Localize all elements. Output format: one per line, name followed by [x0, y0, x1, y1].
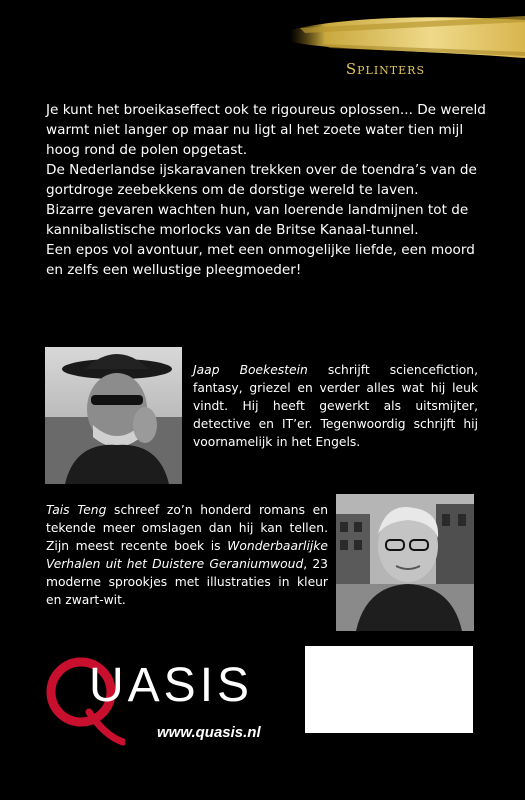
- barcode-placeholder: [305, 646, 473, 733]
- publisher-url[interactable]: www.quasis.nl: [157, 724, 261, 741]
- logo-wordmark: UASIS: [89, 659, 254, 712]
- series-label: Splinters: [345, 60, 425, 78]
- blurb-paragraph: De Nederlandse ijskaravanen trekken over de toendra’s van de gortdroge zeebekkens om de dorstige wereld te laven.: [46, 162, 477, 198]
- author-bio-jaap: [193, 361, 478, 451]
- book-title: Wonderbaarlijke Verhalen uit het Duistere Geraniumwoud: [46, 539, 328, 571]
- author-photo-jaap-boekestein: [45, 347, 182, 484]
- blurb-paragraph: Bizarre gevaren wachten hun, van loerende landmijnen tot de kannibalistische morlocks van de Britse Kanaal-tunnel.: [46, 202, 469, 238]
- author-bio-text: , 23 moderne sprookjes met illustraties in kleur en zwart-wit.: [46, 557, 328, 607]
- author-bio-text: schrijft sciencefiction, fantasy, griezel en verder alles wat hij leuk vindt. Hij heeft gewerkt als uitsmijter, detective en IT’er. Tegenwoordig schrijft hij voornamelijk in het Engels.: [193, 363, 478, 449]
- back-cover-blurb: [46, 100, 486, 280]
- author-bio-tais: [46, 501, 328, 609]
- author-name: Jaap Boekestein: [193, 363, 308, 377]
- gold-brushstroke: [0, 0, 525, 90]
- blurb-paragraph: Een epos vol avontuur, met een onmogelijke liefde, een moord en zelfs een wellustige pleegmoeder!: [46, 242, 475, 278]
- quasis-logo: [45, 650, 275, 750]
- author-photo-tais-teng: [336, 494, 474, 631]
- author-bio-text: schreef zo’n honderd romans en tekende meer omslagen dan hij kan tellen. Zijn meest recente boek is: [46, 503, 328, 553]
- author-name: Tais Teng: [46, 503, 107, 517]
- blurb-paragraph: Je kunt het broeikaseffect ook te rigoureus oplossen... De wereld warmt niet langer op maar nu ligt al het zoete water tien mijl hoog rond de polen opgetast.: [46, 102, 486, 158]
